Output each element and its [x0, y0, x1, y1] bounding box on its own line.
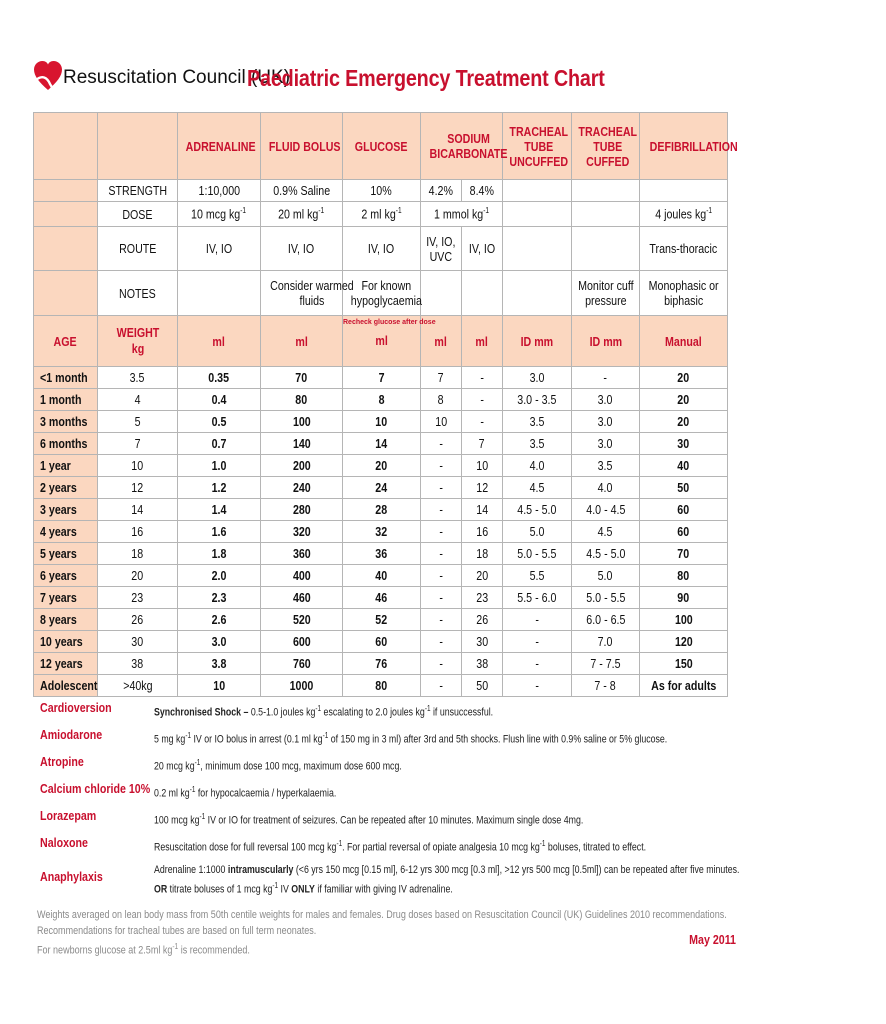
- cell-defib: 20: [640, 367, 728, 389]
- col-adrenaline: ADRENALINE: [178, 113, 261, 180]
- cell-defib: 20: [640, 411, 728, 433]
- cell-adr: 1.6: [178, 521, 261, 543]
- cell-sb: 20: [462, 565, 503, 587]
- cell-glucose: 24: [343, 477, 421, 499]
- cell-defib: 90: [640, 587, 728, 609]
- publication-date: May 2011: [689, 932, 736, 947]
- cell-cuf: 5.0: [572, 565, 640, 587]
- cell-fluid: 70: [261, 367, 343, 389]
- cell-sa: -: [421, 521, 462, 543]
- table-row: [34, 499, 728, 521]
- cell-glucose: 32: [343, 521, 421, 543]
- dose-rows: [34, 367, 728, 697]
- cell-cuf: 7 - 7.5: [572, 653, 640, 675]
- cell-sb: 14: [462, 499, 503, 521]
- footer-line-2: Recommendations for tracheal tubes are based on full term neonates.: [37, 924, 317, 937]
- cell-defib: 40: [640, 455, 728, 477]
- cell-age: 5 years: [34, 543, 98, 565]
- cell-sb: 38: [462, 653, 503, 675]
- cell-age: 2 years: [34, 477, 98, 499]
- unit-age: AGE: [34, 316, 98, 367]
- glucose-recheck-note: Recheck glucose after dose: [343, 319, 436, 326]
- cell-weight: 38: [98, 653, 178, 675]
- cell-sb: -: [462, 411, 503, 433]
- cell-defib: 30: [640, 433, 728, 455]
- cell-sa: 7: [421, 367, 462, 389]
- heart-logo-icon: [33, 60, 63, 94]
- cell-sa: -: [421, 631, 462, 653]
- cell-sb: 16: [462, 521, 503, 543]
- cell-age: 3 years: [34, 499, 98, 521]
- cell-cuf: 7 - 8: [572, 675, 640, 697]
- drug-instructions: Synchronised Shock – 0.5-1.0 joules $kg^{-1}$ escalating to 2.0 joules $kg^{-1}$ if unsuccessful.: [154, 704, 494, 719]
- cell-unc: 4.5: [503, 477, 572, 499]
- cell-unc: 3.5: [503, 411, 572, 433]
- cell-unc: 5.0 - 5.5: [503, 543, 572, 565]
- cell-glucose: 10: [343, 411, 421, 433]
- cell-adr: 1.2: [178, 477, 261, 499]
- cell-sb: 12: [462, 477, 503, 499]
- cell-weight: 26: [98, 609, 178, 631]
- cell-age: <1 month: [34, 367, 98, 389]
- notes-row: NOTES Consider warmed fluids For known hypoglycaemia Monitor cuff pressure Monophasic or biphasic: [34, 271, 728, 316]
- cell-weight: 20: [98, 565, 178, 587]
- column-header-row: [34, 113, 728, 180]
- drug-name: Atropine: [40, 754, 84, 769]
- cell-unc: 3.0 - 3.5: [503, 389, 572, 411]
- units-row: AGE WEIGHT kg ml ml Recheck glucose after dose ml ml ml ID mm ID mm Manual: [34, 316, 728, 367]
- cell-defib: 150: [640, 653, 728, 675]
- cell-weight: 23: [98, 587, 178, 609]
- cell-fluid: 100: [261, 411, 343, 433]
- cell-adr: 0.5: [178, 411, 261, 433]
- cell-adr: 2.3: [178, 587, 261, 609]
- cell-sa: -: [421, 543, 462, 565]
- cell-unc: 4.5 - 5.0: [503, 499, 572, 521]
- cell-cuf: 3.0: [572, 389, 640, 411]
- cell-sa: 8: [421, 389, 462, 411]
- cell-weight: 7: [98, 433, 178, 455]
- cell-glucose: 46: [343, 587, 421, 609]
- footer-notes: [37, 908, 737, 959]
- cell-glucose: 60: [343, 631, 421, 653]
- cell-sb: 10: [462, 455, 503, 477]
- cell-glucose: 20: [343, 455, 421, 477]
- cell-adr: 0.35: [178, 367, 261, 389]
- cell-sb: 26: [462, 609, 503, 631]
- dose-row: DOSE 10 mcg $kg^{-1}$ 20 ml $kg^{-1}$ 2 ml $kg^{-1}$ 1 mmol $kg^{-1}$ 4 joules $kg^{-1}$: [34, 202, 728, 227]
- cell-unc: -: [503, 631, 572, 653]
- drug-name: Calcium chloride 10%: [40, 781, 151, 796]
- cell-adr: 2.0: [178, 565, 261, 587]
- cell-cuf: 4.5 - 5.0: [572, 543, 640, 565]
- footer-line-3: For newborns glucose at 2.5ml $kg^{-1}$ is recommended.: [37, 942, 250, 957]
- cell-glucose: 36: [343, 543, 421, 565]
- cell-cuf: 6.0 - 6.5: [572, 609, 640, 631]
- cell-defib: 60: [640, 499, 728, 521]
- cell-defib: 60: [640, 521, 728, 543]
- row-label-strength: STRENGTH: [98, 180, 178, 202]
- cell-sa: -: [421, 433, 462, 455]
- cell-weight: 14: [98, 499, 178, 521]
- table-row: [34, 455, 728, 477]
- cell-weight: 18: [98, 543, 178, 565]
- cell-cuf: 4.0: [572, 477, 640, 499]
- cell-sb: 18: [462, 543, 503, 565]
- cell-glucose: 7: [343, 367, 421, 389]
- cell-age: 1 month: [34, 389, 98, 411]
- cell-age: Adolescent: [34, 675, 98, 697]
- cell-sb: -: [462, 389, 503, 411]
- drug-instructions: 100 mcg $kg^{-1}$ IV or IO for treatment of seizures. Can be repeated after 10 minutes. Maximum single dose 4mg.: [154, 812, 584, 827]
- cell-cuf: 3.5: [572, 455, 640, 477]
- footer-line-1: Weights averaged on lean body mass from 50th centile weights for males and females. Drug doses based on Resuscitation Council (UK) Guidelines 2010 recommendations.: [37, 909, 727, 921]
- cell-sa: -: [421, 455, 462, 477]
- row-label-dose: DOSE: [98, 202, 178, 227]
- cell-cuf: 5.0 - 5.5: [572, 587, 640, 609]
- row-label-notes: NOTES: [98, 271, 178, 316]
- cell-defib: 70: [640, 543, 728, 565]
- cell-sa: -: [421, 653, 462, 675]
- table-row: [34, 653, 728, 675]
- table-row: [34, 587, 728, 609]
- cell-sa: -: [421, 565, 462, 587]
- cell-cuf: 4.0 - 4.5: [572, 499, 640, 521]
- col-fluid-bolus: FLUID BOLUS: [261, 113, 343, 180]
- cell-fluid: 400: [261, 565, 343, 587]
- col-tube-cuffed: TRACHEAL TUBE CUFFED: [572, 113, 640, 180]
- cell-age: 6 years: [34, 565, 98, 587]
- cell-age: 10 years: [34, 631, 98, 653]
- cell-cuf: 7.0: [572, 631, 640, 653]
- cell-glucose: 40: [343, 565, 421, 587]
- table-row: [34, 367, 728, 389]
- table-row: [34, 477, 728, 499]
- cell-glucose: 80: [343, 675, 421, 697]
- cell-cuf: -: [572, 367, 640, 389]
- drug-name: Anaphylaxis: [40, 869, 103, 884]
- cell-glucose: 76: [343, 653, 421, 675]
- cell-defib: 120: [640, 631, 728, 653]
- cell-glucose: 8: [343, 389, 421, 411]
- cell-unc: -: [503, 609, 572, 631]
- cell-cuf: 3.0: [572, 433, 640, 455]
- cell-sb: 7: [462, 433, 503, 455]
- cell-fluid: 760: [261, 653, 343, 675]
- cell-fluid: 140: [261, 433, 343, 455]
- cell-adr: 0.4: [178, 389, 261, 411]
- table-row: [34, 433, 728, 455]
- cell-unc: 5.5: [503, 565, 572, 587]
- cell-sa: -: [421, 675, 462, 697]
- drug-instructions: 0.2 ml $kg^{-1}$ for hypocalcaemia / hyperkalaemia.: [154, 785, 337, 800]
- table-row: [34, 411, 728, 433]
- cell-defib: 20: [640, 389, 728, 411]
- page-header: [33, 58, 733, 102]
- cell-sa: -: [421, 499, 462, 521]
- drug-name: Cardioversion: [40, 700, 112, 715]
- cell-fluid: 320: [261, 521, 343, 543]
- drug-name: Amiodarone: [40, 727, 103, 742]
- cell-weight: 3.5: [98, 367, 178, 389]
- cell-adr: 1.8: [178, 543, 261, 565]
- cell-glucose: 52: [343, 609, 421, 631]
- table-row: [34, 543, 728, 565]
- cell-weight: 16: [98, 521, 178, 543]
- table-row: [34, 609, 728, 631]
- cell-adr: 3.8: [178, 653, 261, 675]
- cell-defib: 50: [640, 477, 728, 499]
- cell-defib: As for adults: [640, 675, 728, 697]
- cell-weight: 10: [98, 455, 178, 477]
- cell-weight: 30: [98, 631, 178, 653]
- cell-defib: 80: [640, 565, 728, 587]
- col-glucose: GLUCOSE: [343, 113, 421, 180]
- cell-age: 7 years: [34, 587, 98, 609]
- drug-instructions: Adrenaline 1:1000 intramuscularly (<6 yrs 150 mcg [0.15 ml], 6-12 yrs 300 mcg [0.3 ml], >12 yrs 500 mcg [0.5ml]) can be repeated after five minutes. OR titrate boluses of 1 mcg $kg^{-1}$ IV ONLY if familiar with giving IV adrenaline.: [154, 864, 740, 896]
- treatment-table: [33, 112, 738, 697]
- cell-unc: 3.0: [503, 367, 572, 389]
- drug-instructions: 5 mg $kg^{-1}$ IV or IO bolus in arrest (0.1 ml $kg^{-1}$ of 150 mg in 3 ml) after 3rd and 5th shocks. Flush line with 0.9% saline or 5% glucose.: [154, 731, 668, 746]
- cell-glucose: 28: [343, 499, 421, 521]
- col-defibrillation: DEFIBRILLATION: [640, 113, 728, 180]
- cell-unc: -: [503, 653, 572, 675]
- cell-sa: 10: [421, 411, 462, 433]
- cell-weight: 12: [98, 477, 178, 499]
- cell-weight: >40kg: [98, 675, 178, 697]
- cell-cuf: 4.5: [572, 521, 640, 543]
- cell-sa: -: [421, 477, 462, 499]
- cell-fluid: 1000: [261, 675, 343, 697]
- table-row: [34, 631, 728, 653]
- cell-sa: -: [421, 587, 462, 609]
- cell-unc: 5.5 - 6.0: [503, 587, 572, 609]
- cell-fluid: 360: [261, 543, 343, 565]
- unit-weight: WEIGHT kg: [98, 316, 178, 367]
- cell-weight: 4: [98, 389, 178, 411]
- cell-adr: 0.7: [178, 433, 261, 455]
- route-row: ROUTE IV, IO IV, IO IV, IO IV, IO, UVC IV, IO Trans-thoracic: [34, 227, 728, 271]
- cell-defib: 100: [640, 609, 728, 631]
- cell-adr: 1.4: [178, 499, 261, 521]
- drug-name: Naloxone: [40, 835, 88, 850]
- cell-unc: -: [503, 675, 572, 697]
- drug-instructions: Resuscitation dose for full reversal 100 mcg $kg^{-1}$. For partial reversal of opiate analgesia 10 mcg $kg^{-1}$ boluses, titrated to effect.: [154, 839, 647, 854]
- drug-instructions: 20 mcg $kg^{-1}$, minimum dose 100 mcg, maximum dose 600 mcg.: [154, 758, 402, 773]
- cell-fluid: 240: [261, 477, 343, 499]
- cell-fluid: 460: [261, 587, 343, 609]
- col-sodium-bicarbonate: SODIUM BICARBONATE: [421, 113, 503, 180]
- cell-age: 3 months: [34, 411, 98, 433]
- cell-adr: 10: [178, 675, 261, 697]
- table-row: [34, 565, 728, 587]
- org-name: Resuscitation Council (UK): [63, 67, 291, 88]
- cell-unc: 4.0: [503, 455, 572, 477]
- cell-adr: 3.0: [178, 631, 261, 653]
- table-row: [34, 389, 728, 411]
- cell-cuf: 3.0: [572, 411, 640, 433]
- row-label-route: ROUTE: [98, 227, 178, 271]
- strength-row: STRENGTH 1:10,000 0.9% Saline 10% 4.2% 8.4%: [34, 180, 728, 202]
- cell-fluid: 600: [261, 631, 343, 653]
- cell-age: 1 year: [34, 455, 98, 477]
- cell-sa: -: [421, 609, 462, 631]
- cell-unc: 5.0: [503, 521, 572, 543]
- drug-name: Lorazepam: [40, 808, 97, 823]
- cell-fluid: 520: [261, 609, 343, 631]
- col-tube-uncuffed: TRACHEAL TUBE UNCUFFED: [503, 113, 572, 180]
- cell-sb: 50: [462, 675, 503, 697]
- cell-glucose: 14: [343, 433, 421, 455]
- page-title: Paediatric Emergency Treatment Chart: [247, 65, 605, 91]
- cell-age: 6 months: [34, 433, 98, 455]
- table-row: [34, 675, 728, 697]
- cell-adr: 2.6: [178, 609, 261, 631]
- cell-age: 8 years: [34, 609, 98, 631]
- cell-age: 4 years: [34, 521, 98, 543]
- cell-sb: 30: [462, 631, 503, 653]
- cell-fluid: 80: [261, 389, 343, 411]
- cell-unc: 3.5: [503, 433, 572, 455]
- cell-fluid: 280: [261, 499, 343, 521]
- table-row: [34, 521, 728, 543]
- cell-age: 12 years: [34, 653, 98, 675]
- cell-sb: -: [462, 367, 503, 389]
- cell-fluid: 200: [261, 455, 343, 477]
- cell-adr: 1.0: [178, 455, 261, 477]
- cell-weight: 5: [98, 411, 178, 433]
- cell-sb: 23: [462, 587, 503, 609]
